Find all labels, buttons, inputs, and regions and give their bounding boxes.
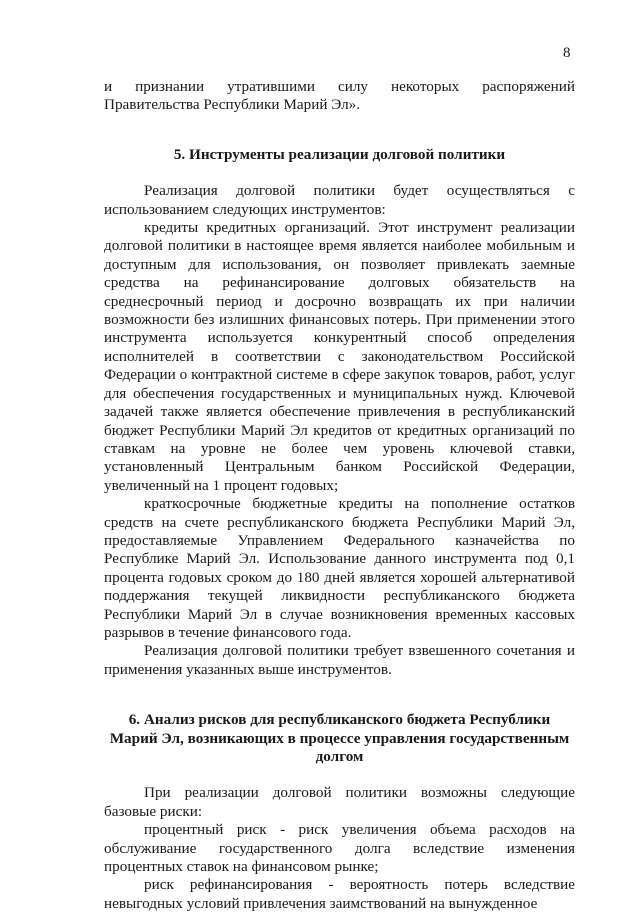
section-6-paragraph: процентный риск - риск увеличения объема расходов на обслуживание государственного долга вследствие изменения процентных ставок на финансовом рынке; bbox=[104, 821, 575, 876]
page-number: 8 bbox=[563, 45, 571, 61]
intro-paragraph: и признании утратившими силу некоторых распоряжений Правительства Республики Марий Эл». bbox=[104, 78, 575, 114]
section-5-paragraph: Реализация долговой политики требует взвешенного сочетания и применения указанных выше инструментов. bbox=[104, 642, 575, 678]
document-body bbox=[104, 78, 575, 913]
section-5-paragraph: кредиты кредитных организаций. Этот инструмент реализации долговой политики в настоящее время является наиболее мобильным и доступным для использования, он позволяет привлекать заемные средства на рефинансирование долговых обязательств на среднесрочный период и досрочно возвращать их при наличии возможности без излишних финансовых потерь. При применении этого инструмента используется конкурентный способ определения исполнителей в соответствии с законодательством Российской Федерации о контрактной системе в сфере закупок товаров, работ, услуг для обеспечения государственных и муниципальных нужд. Ключевой задачей также является обеспечение привлечения в республиканский бюджет Республики Марий Эл кредитов от кредитных организаций по ставкам на уровне не более чем уровень ключевой ставки, установленный Центральным банком Российской Федерации, увеличенный на 1 процент годовых; bbox=[104, 219, 575, 494]
section-5-heading: 5. Инструменты реализации долговой политики bbox=[173, 145, 506, 163]
section-5-paragraph: Реализация долговой политики будет осуществляться с использованием следующих инструментов: bbox=[104, 182, 575, 218]
section-6-heading: 6. Анализ рисков для республиканского бюджета Республики Марий Эл, возникающих в процессе управления государственным долгом bbox=[109, 711, 570, 765]
section-6-paragraph: При реализации долговой политики возможны следующие базовые риски: bbox=[104, 784, 575, 820]
section-5-paragraph: краткосрочные бюджетные кредиты на пополнение остатков средств на счете республиканского бюджета Республики Марий Эл, предоставляемые Управлением Федерального казначейства по Республике Марий Эл. Использование данного инструмента под 0,1 процента годовых сроком до 180 дней является хорошей альтернативой поддержания текущей ликвидности республиканского бюджета Республики Марий Эл в случае возникновения временных кассовых разрывов в течение финансового года. bbox=[104, 495, 575, 641]
section-6-paragraph: риск рефинансирования - вероятность потерь вследствие невыгодных условий привлечения заимствований на вынужденное bbox=[104, 876, 575, 912]
